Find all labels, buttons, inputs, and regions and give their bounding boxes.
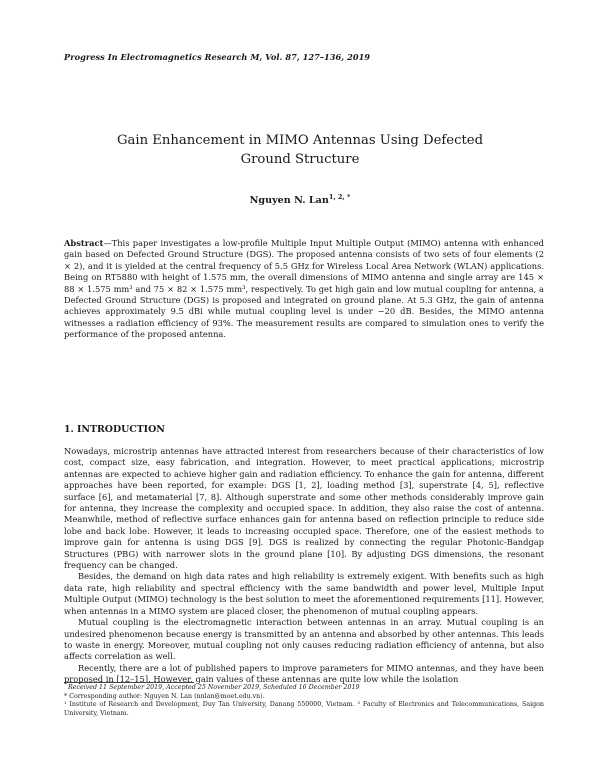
paper-title-line-1: Gain Enhancement in MIMO Antennas Using Defected (116, 133, 484, 148)
paper-title (60, 131, 540, 169)
author-affiliation-marks: 1, 2, * (328, 193, 351, 201)
paragraph: Besides, the demand on high data rates and high reliability is extremely exigent. With benefits such as high data rate, high reliability and spectral efficiency with the same bandwidth and power level, Multiple Input Multiple Output (MIMO) technology is the best solution to meet the aforementioned requirements [11]. However, when antennas in a MIMO system are placed closer, the phenomenon of mutual coupling appears. (64, 571, 544, 616)
abstract (64, 238, 544, 341)
paragraph: Mutual coupling is the electromagnetic interaction between antennas in an array. Mutual coupling is an undesired phenomenon because energy is transmitted by an antenna and absorbed by other antennas. This leads to waste in energy. Moreover, mutual coupling not only causes reducing radiation efficiency of antenna, but also affects correlation as well. (64, 617, 544, 662)
abstract-text: —This paper investigates a low-profile Multiple Input Multiple Output (MIMO) antenna with enhanced gain based on Defected Ground Structure (DGS). The proposed antenna consists of two sets of four elements (2 × 2), and it is yielded at the central frequency of 5.5 GHz for Wireless Local Area Network (WLAN) applications. Being on RT5880 with height of 1.575 mm, the overall dimensions of MIMO antenna and single array are 145 × 88 × 1.575 mm³ and 75 × 82 × 1.575 mm³, respectively. To get high gain and low mutual coupling for antenna, a Defected Ground Structure (DGS) is proposed and integrated on ground plane. At 5.3 GHz, the gain of antenna achieves approximately 9.5 dBi while mutual coupling level is under −20 dB. Besides, the MIMO antenna witnesses a radiation efficiency of 93%. The measurement results are compared to simulation ones to verify the performance of the proposed antenna. (64, 238, 544, 340)
paragraph: Nowadays, microstrip antennas have attracted interest from researchers because of their characteristics of low cost, compact size, easy fabrication, and integration. However, to meet practical applications, microstrip antennas are expected to achieve higher gain and radiation efficiency. To enhance the gain for antenna, different approaches have been reported, for example: DGS [1, 2], loading method [3], superstrate [4, 5], reflective surface [6], and metamaterial [7, 8]. Although superstrate and some other methods considerably improve gain for antenna, they increase the complexity and occupied space. In addition, they also raise the cost of antenna. Meanwhile, method of reflective surface enhances gain for antenna based on reflection principle to reduce side lobe and back lobe. However, it leads to increasing occupied space. Therefore, one of the easiest methods to improve gain for antenna is using DGS [9]. DGS is realized by connecting the regular Photonic-Bandgap Structures (PBG) with narrower slots in the ground plane [10]. By adjusting DGS dimensions, the resonant frequency can be changed. (64, 446, 544, 571)
author-line (60, 193, 540, 206)
paper-title-line-2: Ground Structure (240, 152, 360, 167)
footnote-received: Received 11 September 2019, Accepted 25 November 2019, Scheduled 16 December 2019 (68, 684, 360, 691)
author-name: Nguyen N. Lan (249, 195, 329, 206)
journal-header: Progress In Electromagnetics Research M, Vol. 87, 127–136, 2019 (64, 52, 371, 62)
section-heading-introduction: 1. INTRODUCTION (64, 424, 165, 435)
abstract-label: Abstract (64, 238, 104, 248)
footnote-rule (64, 682, 194, 683)
footnotes (64, 684, 544, 718)
introduction-body (64, 446, 544, 686)
footnote-affiliations: ¹ Institute of Research and Development, Duy Tan University, Danang 550000, Vietnam. ² Faculty of Electronics and Telecommunications, Saigon University, Vietnam. (64, 701, 544, 717)
paragraph: Recently, there are a lot of published papers to improve parameters for MIMO antennas, and they have been proposed in [12–15]. However, gain values of these antennas are quite low while the isolation (64, 662, 544, 685)
footnote-corresponding: * Corresponding author: Nguyen N. Lan (nnlan@moet.edu.vn). (64, 692, 265, 700)
